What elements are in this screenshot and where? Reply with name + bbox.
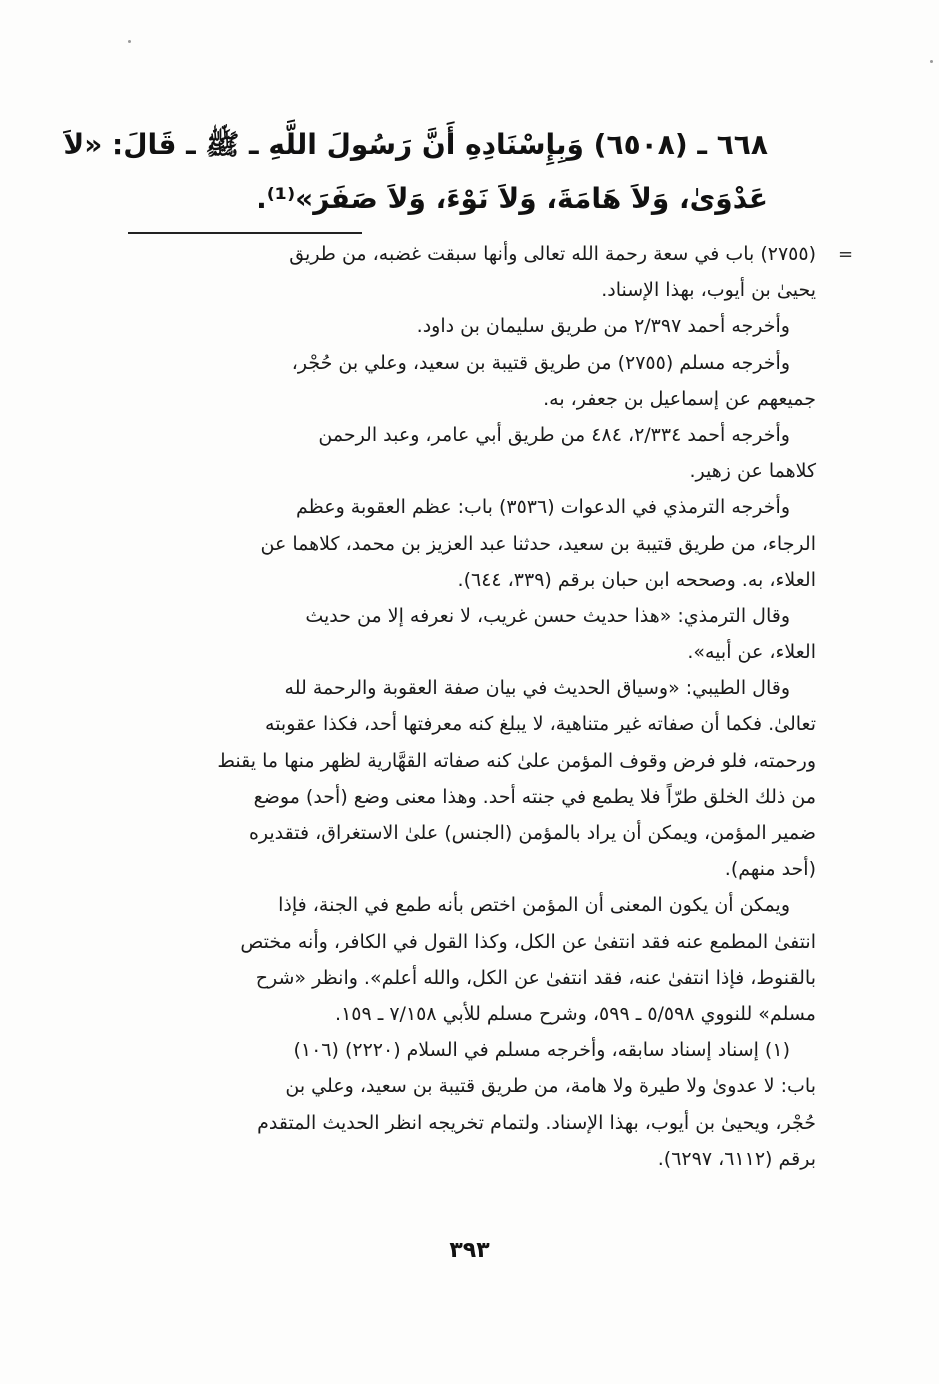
- hadith-text: [63, 118, 768, 226]
- footnote-line: الرجاء، من طريق قتيبة بن سعيد، حدثنا عبد العزيز بن محمد، كلاهما عن: [260, 532, 816, 555]
- footnote-line: تعالىٰ. فكما أن صفاته غير متناهية، لا يبلغ كنه معرفتها أحد، فكذا عقوبته: [265, 713, 816, 736]
- footnote-line: وقال الطيبي: «وسياق الحديث في بيان صفة العقوبة والرحمة لله: [284, 677, 790, 700]
- footnote-line: بالقنوط، فإذا انتفىٰ عنه، فقد انتفىٰ عن الكل، والله أعلم». وانظر «شرح: [255, 966, 816, 989]
- footnote-line: وأخرجه الترمذي في الدعوات (٣٥٣٦) باب: عظم العقوبة وعظم: [296, 496, 790, 519]
- footnote-line: العلاء، عن أبيه».: [687, 641, 816, 664]
- footnote-line: ورحمته، فلو فرض وقوف المؤمن علىٰ كنه صفاته القهَّارية لظهر منها ما يقنط: [217, 749, 816, 772]
- footnote-line: وأخرجه أحمد ٢/٣٣٤، ٤٨٤ من طريق أبي عامر، وعبد الرحمن: [318, 423, 790, 446]
- footnote-line: جميعهم عن إسماعيل بن جعفر، به.: [543, 387, 816, 410]
- footnote-line: يحيىٰ بن أيوب، بهذا الإسناد.: [601, 279, 816, 302]
- hadith-line-2: عَدْوَىٰ، وَلاَ هَامَةَ، وَلاَ نَوْءَ، وَلاَ صَفَرَ»⁽¹⁾.: [256, 182, 768, 215]
- footnote-line: (أحد منهم).: [724, 858, 816, 881]
- footnote-line: باب: لا عدوىٰ ولا طيرة ولا هامة، من طريق قتيبة بن سعيد، وعلي بن: [285, 1075, 816, 1098]
- page-number: ٣٩٣: [449, 1238, 490, 1263]
- footnote-line: كلاهما عن زهير.: [689, 460, 816, 483]
- footnote-line: من ذلك الخلق طرّاً فلا يطمع في جنته أحد. وهذا معنى وضع (أحد) موضع: [253, 785, 816, 808]
- footnote-line: ويمكن أن يكون المعنى أن المؤمن اختص بأنه طمع في الجنة، فإذا: [278, 894, 790, 917]
- scan-speck: [930, 60, 933, 63]
- footnote-line: وقال الترمذي: «هذا حديث حسن غريب، لا نعرفه إلا من حديث: [305, 604, 790, 627]
- footnote-line: انتفىٰ المطمع عنه فقد انتفىٰ عن الكل، وكذا القول في الكافر، وأنه مختص: [240, 930, 816, 953]
- footnote-line: العلاء، به. وصححه ابن حبان برقم (٣٣٩، ٦٤٤).: [457, 568, 816, 591]
- scan-speck: [128, 40, 131, 43]
- footnote-line: وأخرجه مسلم (٢٧٥٥) من طريق قتيبة بن سعيد، وعلي بن حُجْر،: [291, 351, 790, 374]
- continuation-mark: =: [838, 244, 854, 265]
- footnotes: [128, 236, 816, 1177]
- footnote-line: ضمير المؤمن، ويمكن أن يراد بالمؤمن (الجنس) علىٰ الاستغراق، فتقديره: [248, 822, 816, 844]
- footnote-line: مسلم» للنووي ٥/٥٩٨ ـ ٥٩٩، وشرح مسلم للأبي ٧/١٥٨ ـ ١٥٩.: [335, 1002, 816, 1025]
- hadith-line-1: ٦٦٨ ـ (٦٥٠٨) وَبِإِسْنَادِهِ أَنَّ رَسُولَ اللَّهِ ـ ﷺ ـ قَالَ: «لاَ: [63, 128, 768, 161]
- footnote-line: برقم (٦١١٢، ٦٢٩٧).: [657, 1147, 816, 1170]
- footnote-separator: [128, 232, 362, 234]
- footnote-line: وأخرجه أحمد ٢/٣٩٧ من طريق سليمان بن داود.: [416, 315, 790, 338]
- footnote-line: حُجْر، ويحيىٰ بن أيوب، بهذا الإسناد. ولتمام تخريجه انظر الحديث المتقدم: [257, 1111, 816, 1134]
- footnote-line: (٢٧٥٥) باب في سعة رحمة الله تعالى وأنها سبقت غضبه، من طريق: [289, 243, 816, 265]
- footnote-line: (١) إسناد إسناد سابقه، وأخرجه مسلم في السلام (٢٢٢٠) (١٠٦): [293, 1039, 790, 1062]
